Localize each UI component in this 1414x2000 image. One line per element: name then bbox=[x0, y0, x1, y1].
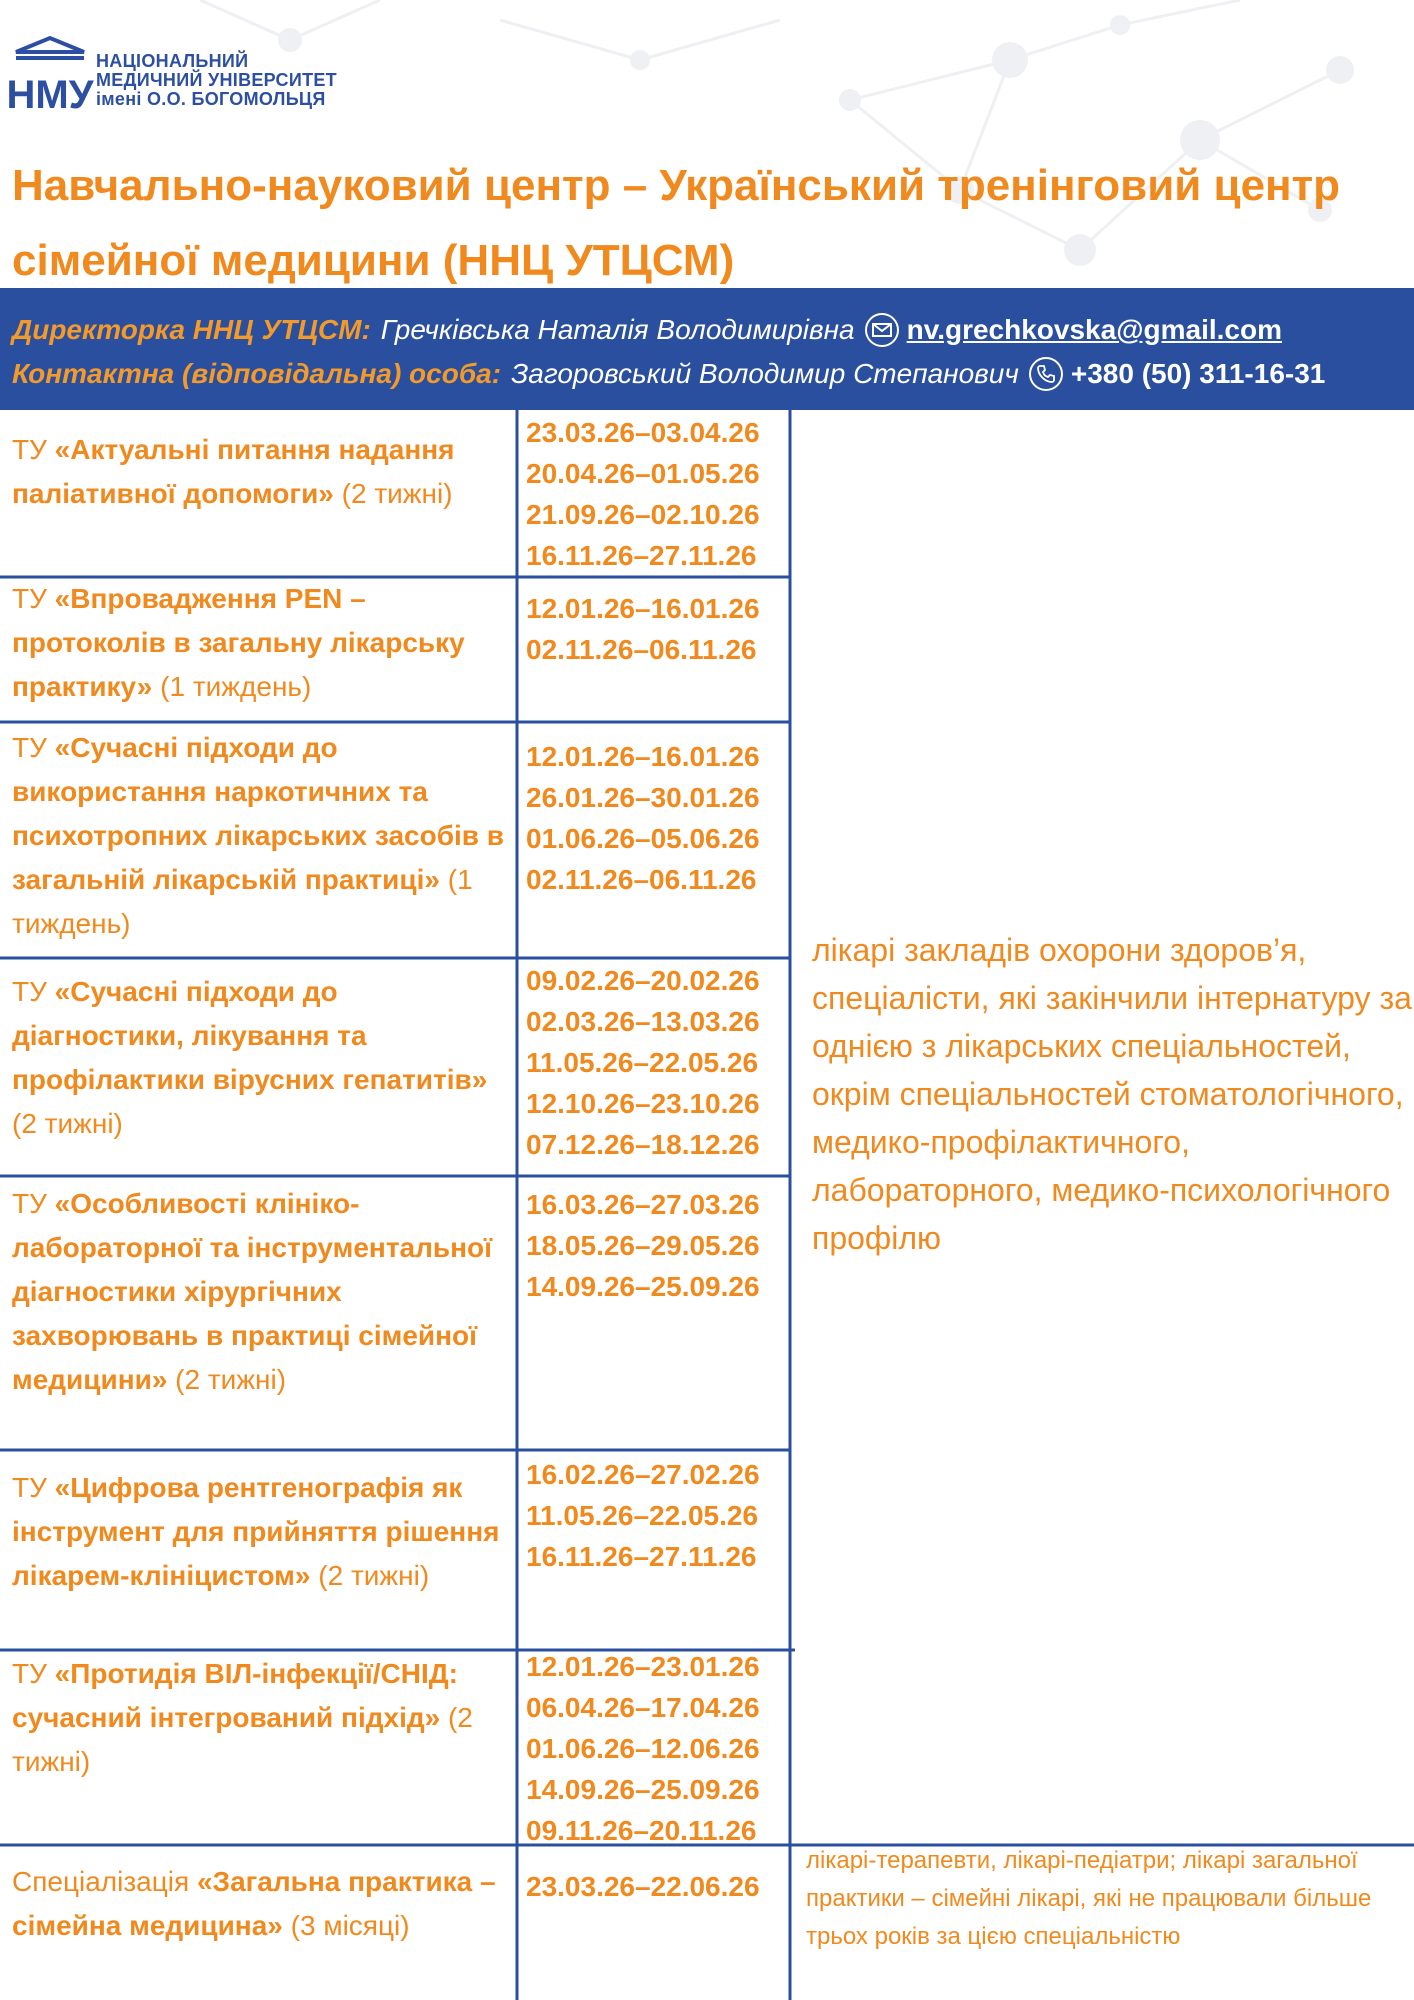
contact-name: Загоровський Володимир Степанович bbox=[511, 358, 1019, 389]
logo-line-2: МЕДИЧНИЙ УНІВЕРСИТЕТ bbox=[96, 69, 337, 90]
course-duration: (2 тижні) bbox=[12, 1702, 473, 1777]
course-dates-8 bbox=[526, 1866, 788, 1907]
date-range: 01.06.26–05.06.26 bbox=[526, 823, 760, 854]
date-range: 02.11.26–06.11.26 bbox=[526, 634, 757, 665]
course-dates-3 bbox=[526, 736, 788, 900]
mail-icon bbox=[865, 313, 899, 347]
date-range: 02.11.26–06.11.26 bbox=[526, 864, 757, 895]
course-name: «Сучасні підходи до використання наркотичних та психотропних лікарських засобів в загальній лікарській практиці» bbox=[12, 732, 504, 895]
course-duration: (2 тижні) bbox=[310, 1560, 430, 1591]
course-duration: (1 тиждень) bbox=[12, 864, 473, 939]
date-range: 20.04.26–01.05.26 bbox=[526, 458, 760, 489]
date-range: 23.03.26–03.04.26 bbox=[526, 417, 760, 448]
date-range: 16.02.26–27.02.26 bbox=[526, 1459, 760, 1490]
contact-line bbox=[12, 352, 1402, 396]
date-range: 12.01.26–16.01.26 bbox=[526, 741, 760, 772]
course-duration: (3 місяці) bbox=[282, 1910, 410, 1941]
course-dates-7 bbox=[526, 1646, 788, 1851]
date-range: 21.09.26–02.10.26 bbox=[526, 499, 760, 530]
course-name: «Актуальні питання надання паліативної допомоги» bbox=[12, 434, 455, 509]
director-email-link[interactable]: nv.grechkovska@gmail.com bbox=[906, 314, 1282, 345]
course-duration: (1 тиждень) bbox=[152, 671, 312, 702]
director-line bbox=[12, 308, 1402, 352]
course-cell-3: ТУ «Сучасні підходи до використання наркотичних та психотропних лікарських засобів в загальній лікарській практиці» (1 тиждень) bbox=[12, 732, 504, 939]
logo-line-3: імені О.О. БОГОМОЛЬЦЯ bbox=[96, 88, 326, 109]
course-dates-6 bbox=[526, 1454, 788, 1577]
course-cell-6: ТУ «Цифрова рентгенографія як інструмент для прийняття рішення лікарем-клініцистом» (2 тижні) bbox=[12, 1472, 500, 1591]
contact-phone[interactable]: +380 (50) 311-16-31 bbox=[1070, 358, 1326, 389]
info-band bbox=[0, 288, 1414, 410]
course-cell-7: ТУ «Протидія ВІЛ-інфекції/СНІД: сучасний інтегрований підхід» (2 тижні) bbox=[12, 1658, 473, 1777]
phone-icon bbox=[1029, 357, 1063, 391]
logo-line-1: НАЦІОНАЛЬНИЙ bbox=[96, 50, 249, 71]
date-range: 11.05.26–22.05.26 bbox=[526, 1500, 759, 1531]
course-dates-2 bbox=[526, 588, 788, 670]
date-range: 16.03.26–27.03.26 bbox=[526, 1189, 760, 1220]
date-range: 11.05.26–22.05.26 bbox=[526, 1047, 759, 1078]
date-range: 09.11.26–20.11.26 bbox=[526, 1815, 757, 1846]
course-name: «Загальна практика – сімейна медицина» bbox=[12, 1866, 496, 1941]
director-label: Директорка ННЦ УТЦСМ: bbox=[12, 314, 371, 345]
contact-label: Контактна (відповідальна) особа: bbox=[12, 358, 502, 389]
course-name: «Особливості клініко-лабораторної та інструментальної діагностики хірургічних захворювань в практиці сімейної медицини» bbox=[12, 1188, 493, 1395]
date-range: 14.09.26–25.09.26 bbox=[526, 1774, 760, 1805]
logo-mark-icon bbox=[6, 36, 94, 124]
date-range: 09.02.26–20.02.26 bbox=[526, 965, 760, 996]
date-range: 23.03.26–22.06.26 bbox=[526, 1871, 760, 1902]
date-range: 12.01.26–16.01.26 bbox=[526, 593, 760, 624]
date-range: 02.03.26–13.03.26 bbox=[526, 1006, 760, 1037]
date-range: 12.10.26–23.10.26 bbox=[526, 1088, 760, 1119]
date-range: 16.11.26–27.11.26 bbox=[526, 540, 757, 571]
date-range: 12.01.26–23.01.26 bbox=[526, 1651, 760, 1682]
course-duration: (2 тижні) bbox=[167, 1364, 287, 1395]
date-range: 14.09.26–25.09.26 bbox=[526, 1271, 760, 1302]
course-dates-1 bbox=[526, 412, 788, 576]
course-cell-2: ТУ «Впровадження PEN – протоколів в загальну лікарську практику» (1 тиждень) bbox=[12, 583, 465, 702]
audience-specialization: лікарі-терапевти, лікарі-педіатри; лікарі загальної практики – сімейні лікарі, які не працювали більше трьох років за цією спеціальністю bbox=[806, 1847, 1372, 1950]
course-name: «Цифрова рентгенографія як інструмент для прийняття рішення лікарем-клініцистом» bbox=[12, 1472, 500, 1591]
svg-text:НМУ: НМУ bbox=[6, 73, 94, 117]
course-cell-5: ТУ «Особливості клініко-лабораторної та інструментальної діагностики хірургічних захворювань в практиці сімейної медицини» (2 тижні) bbox=[12, 1188, 493, 1395]
course-dates-5 bbox=[526, 1184, 788, 1307]
date-range: 18.05.26–29.05.26 bbox=[526, 1230, 760, 1261]
course-name: «Сучасні підходи до діагностики, лікування та профілактики вірусних гепатитів» bbox=[12, 976, 488, 1095]
university-logo bbox=[6, 36, 337, 124]
course-duration: (2 тижні) bbox=[12, 1108, 123, 1139]
course-name: «Протидія ВІЛ-інфекції/СНІД: сучасний інтегрований підхід» bbox=[12, 1658, 458, 1733]
page-title: Навчально-науковий центр – Український тренінговий центр сімейної медицини (ННЦ УТЦСМ) bbox=[12, 161, 1341, 285]
course-name: «Впровадження PEN – протоколів в загальну лікарську практику» bbox=[12, 583, 465, 702]
date-range: 26.01.26–30.01.26 bbox=[526, 782, 760, 813]
date-range: 16.11.26–27.11.26 bbox=[526, 1541, 757, 1572]
audience-main: лікарі закладів охорони здоров’я, спеціалісти, які закінчили інтернатуру за однією з лікарських спеціальностей, окрім спеціальностей стоматологічного, медико-профілактичного, лабораторного, медико-психологічного профілю bbox=[812, 932, 1412, 1256]
date-range: 06.04.26–17.04.26 bbox=[526, 1692, 760, 1723]
course-dates-4 bbox=[526, 960, 788, 1165]
director-name: Гречківська Наталія Володимирівна bbox=[380, 314, 855, 345]
course-cell-8: Спеціалізація «Загальна практика – сімейна медицина» (3 місяці) bbox=[12, 1866, 496, 1941]
logo-text bbox=[96, 52, 337, 109]
course-duration: (2 тижні) bbox=[333, 478, 453, 509]
course-cell-4: ТУ «Сучасні підходи до діагностики, лікування та профілактики вірусних гепатитів» (2 тижні) bbox=[12, 976, 488, 1139]
date-range: 07.12.26–18.12.26 bbox=[526, 1129, 760, 1160]
date-range: 01.06.26–12.06.26 bbox=[526, 1733, 760, 1764]
course-cell-1: ТУ «Актуальні питання надання паліативної допомоги» (2 тижні) bbox=[12, 434, 455, 509]
